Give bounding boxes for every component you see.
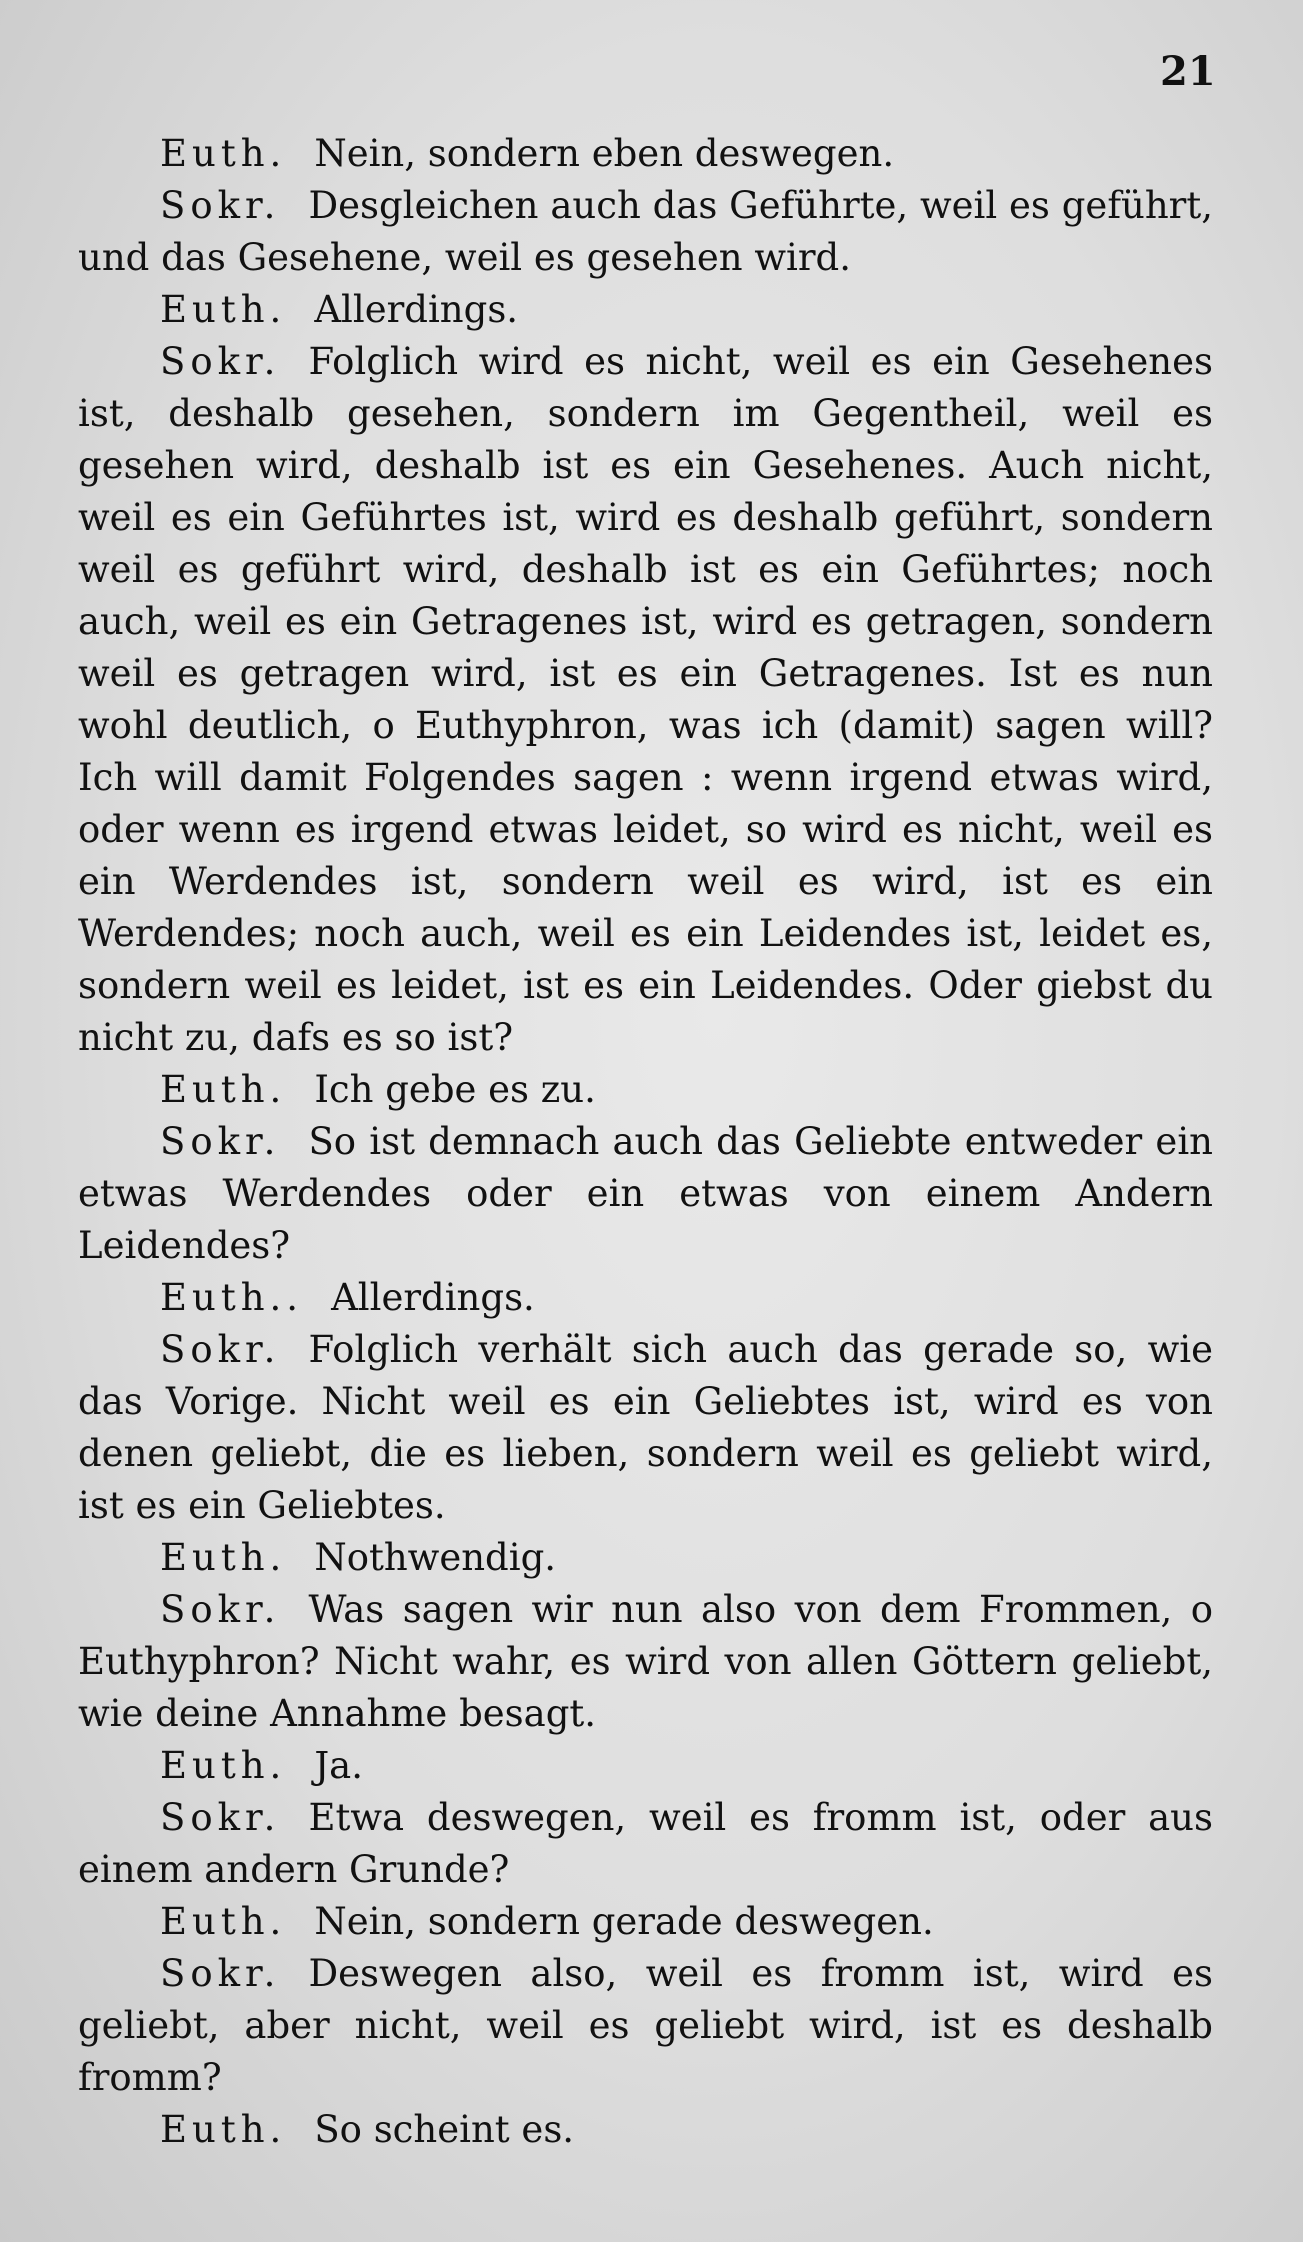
dialogue-text-line: Deswegen also, weil es fromm ist, wird es geliebt, aber nicht, weil es geliebt wird, ist es deshalb fromm?: [78, 1952, 1213, 2099]
dialogue-text-line: Folglich wird es nicht, weil es ein Gesehenes ist, deshalb gesehen, sondern im Gegentheil, weil es gesehen wird, deshalb ist es ein Gesehenes. Auch nicht, weil es ein Geführtes ist, wird es deshalb geführt, sondern weil es geführt wird, deshalb ist es ein Geführtes; noch auch, weil es ein Getragenes ist, wird es getragen, sondern weil es getragen wird, ist es ein Getragenes. Ist es nun wohl deutlich, o Euthyphron, was ich (damit) sagen will? Ich will damit Folgendes sagen : wenn irgend etwas wird, oder wenn es irgend etwas leidet, so wird es nicht, weil es ein Werdendes ist, sondern weil es wird, ist es ein Werdendes; noch auch, weil es ein Leidendes ist, leidet es, sondern weil es leidet, ist es ein Leidendes. Oder giebst du nicht zu, dafs es so ist?: [78, 340, 1213, 1059]
dialogue-line: [78, 1896, 1213, 1948]
dialogue-text-line: So scheint es.: [314, 2108, 575, 2151]
speaker-label: Euth.: [160, 1536, 287, 1579]
dialogue-text-line: Was sagen wir nun also von dem Frommen, o Euthyphron? Nicht wahr, es wird von allen Göttern geliebt, wie deine Annahme besagt.: [78, 1588, 1213, 1735]
speaker-label: Euth.: [160, 2108, 287, 2151]
dialogue-line: [78, 1740, 1213, 1792]
dialogue-text-line: Nothwendig.: [314, 1536, 557, 1579]
dialogue-line: [78, 336, 1213, 1064]
speaker-label: Sokr.: [160, 1952, 281, 1995]
dialogue-text-line: Ich gebe es zu.: [314, 1068, 596, 1111]
dialogue-text-line: Nein, sondern gerade deswegen.: [314, 1900, 934, 1943]
speaker-label: Euth.: [160, 288, 287, 331]
speaker-label: Sokr.: [160, 1796, 281, 1839]
dialogue-line: [78, 1324, 1213, 1532]
speaker-label: Euth.: [160, 1900, 287, 1943]
dialogue-line: [78, 1272, 1213, 1324]
dialogue-text-line: Desgleichen auch das Geführte, weil es geführt, und das Gesehene, weil es gesehen wird.: [78, 184, 1213, 279]
page-number: 21: [1160, 48, 1216, 95]
dialogue-line: [78, 128, 1213, 180]
dialogue-text-line: Ja.: [314, 1744, 363, 1787]
dialogue-line: [78, 284, 1213, 336]
dialogue-text-line: Allerdings.: [314, 288, 519, 331]
speaker-label: Euth.: [160, 1068, 287, 1111]
dialogue-line: [78, 1792, 1213, 1896]
speaker-label: Sokr.: [160, 1588, 281, 1631]
dialogue-text-line: Folglich verhält sich auch das gerade so, wie das Vorige. Nicht weil es ein Geliebtes ist, wird es von denen geliebt, die es lieben, sondern weil es geliebt wird, ist es ein Geliebtes.: [78, 1328, 1213, 1527]
speaker-label: Euth..: [160, 1276, 304, 1319]
dialogue-line: [78, 1948, 1213, 2104]
speaker-label: Sokr.: [160, 184, 281, 227]
dialogue-line: [78, 1116, 1213, 1272]
dialogue-line: [78, 1532, 1213, 1584]
dialogue-text-line: So ist demnach auch das Geliebte entweder ein etwas Werdendes oder ein etwas von einem Andern Leidendes?: [78, 1120, 1213, 1267]
dialogue-line: [78, 1064, 1213, 1116]
speaker-label: Sokr.: [160, 1328, 281, 1371]
speaker-label: Sokr.: [160, 1120, 281, 1163]
speaker-label: Euth.: [160, 1744, 287, 1787]
dialogue-line: [78, 180, 1213, 284]
dialogue-line: [78, 2104, 1213, 2156]
speaker-label: Euth.: [160, 132, 287, 175]
dialogue-text-line: Etwa deswegen, weil es fromm ist, oder aus einem andern Grunde?: [78, 1796, 1213, 1891]
speaker-label: Sokr.: [160, 340, 281, 383]
dialogue-line: [78, 1584, 1213, 1740]
dialogue-text-line: Allerdings.: [331, 1276, 535, 1319]
dialogue-text: [78, 128, 1213, 2156]
dialogue-text-line: Nein, sondern eben deswegen.: [314, 132, 895, 175]
